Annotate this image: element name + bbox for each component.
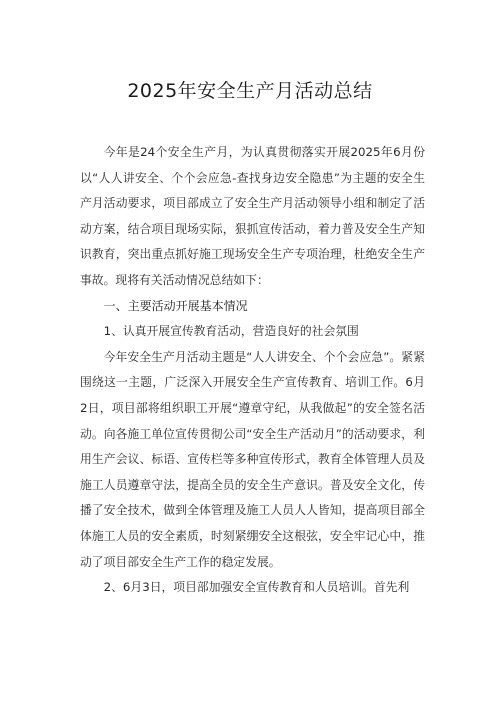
intro-paragraph: 今年是24个安全生产月，为认真贯彻落实开展2025年6月份以“人人讲安全、个个会应急-查找身边安全隐患”为主题的安全生产月活动要求，项目部成立了安全生产月活动领导小组和制定了活动方案，结合项目现场实际，狠抓宣传活动，着力普及安全生产知识教育，突出重点抓好施工现场安全生产专项治理，杜绝安全生产事故。现将有关活动情况总结如下：	[80, 145, 425, 287]
document-title: 2025年安全生产月活动总结	[127, 80, 373, 102]
section-heading: 一、主要活动开展基本情况	[103, 298, 248, 313]
document-body	[80, 140, 425, 601]
item1-paragraph: 今年安全生产月活动主题是“人人讲安全、个个会应急”。紧紧围绕这一主题，广泛深入开展安全生产宣传教育、培训工作。6月2日，项目部将组织职工开展“遵章守纪，从我做起”的安全签名活动。向各施工单位宣传贯彻公司“安全生产活动月”的活动要求，利用生产会议、标语、宣传栏等多种宣传形式，教育全体管理人员及施工人员遵章守法，提高全员的安全生产意识。普及安全文化，传播了安全技术，做到全体管理及施工人员人人皆知，提高项目部全体施工人员的安全素质，时刻紧绷安全这根弦，安全牢记心中，推动了项目部安全生产工作的稳定发展。	[80, 349, 425, 569]
item2-paragraph: 2、6月3日，项目部加强安全宣传教育和人员培训。首先利	[103, 580, 410, 595]
item1-heading: 1、认真开展宣传教育活动，营造良好的社会氛围	[103, 324, 359, 339]
